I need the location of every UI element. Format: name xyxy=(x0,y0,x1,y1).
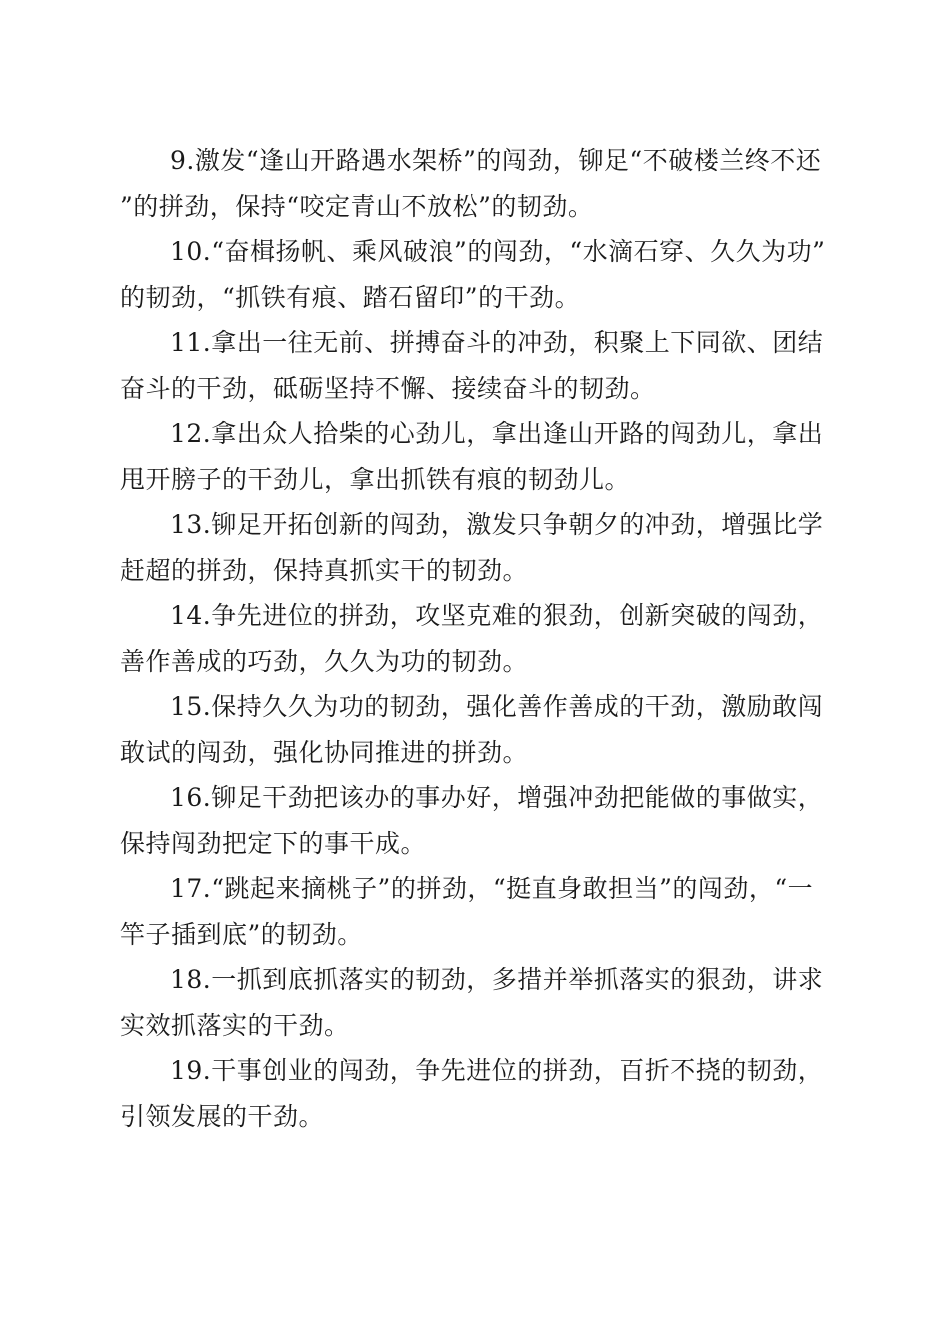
paragraph-16: 16.铆足干劲把该办的事办好，增强冲劲把能做的事做实，保持闯劲把定下的事干成。 xyxy=(120,783,824,858)
paragraph-19: 19.干事创业的闯劲，争先进位的拼劲，百折不挠的韧劲，引领发展的干劲。 xyxy=(120,1056,824,1131)
paragraph-10: 10.“奋楫扬帆、乘风破浪”的闯劲，“水滴石穿、久久为功”的韧劲，“抓铁有痕、踏石留印”的干劲。 xyxy=(120,237,826,312)
paragraph-15: 15.保持久久为功的韧劲，强化善作善成的干劲，激励敢闯敢试的闯劲，强化协同推进的拼劲。 xyxy=(120,692,824,767)
paragraph-18: 18.一抓到底抓落实的韧劲，多措并举抓落实的狠劲，讲求实效抓落实的干劲。 xyxy=(120,965,824,1040)
document-body xyxy=(120,138,828,1139)
paragraph-17: 17.“跳起来摘桃子”的拼劲，“挺直身敢担当”的闯劲，“一竿子插到底”的韧劲。 xyxy=(120,874,814,949)
paragraph-13: 13.铆足开拓创新的闯劲，激发只争朝夕的冲劲，增强比学赶超的拼劲，保持真抓实干的韧劲。 xyxy=(120,510,824,585)
paragraph-11: 11.拿出一往无前、拼搏奋斗的冲劲，积聚上下同欲、团结奋斗的干劲，砥砺坚持不懈、接续奋斗的韧劲。 xyxy=(120,328,824,403)
paragraph-9: 9.激发“逢山开路遇水架桥”的闯劲，铆足“不破楼兰终不还”的拼劲，保持“咬定青山不放松”的韧劲。 xyxy=(120,146,822,221)
paragraph-12: 12.拿出众人拾柴的心劲儿，拿出逢山开路的闯劲儿，拿出甩开膀子的干劲儿，拿出抓铁有痕的韧劲儿。 xyxy=(120,419,824,494)
paragraph-14: 14.争先进位的拼劲，攻坚克难的狠劲，创新突破的闯劲，善作善成的巧劲，久久为功的韧劲。 xyxy=(120,601,824,676)
